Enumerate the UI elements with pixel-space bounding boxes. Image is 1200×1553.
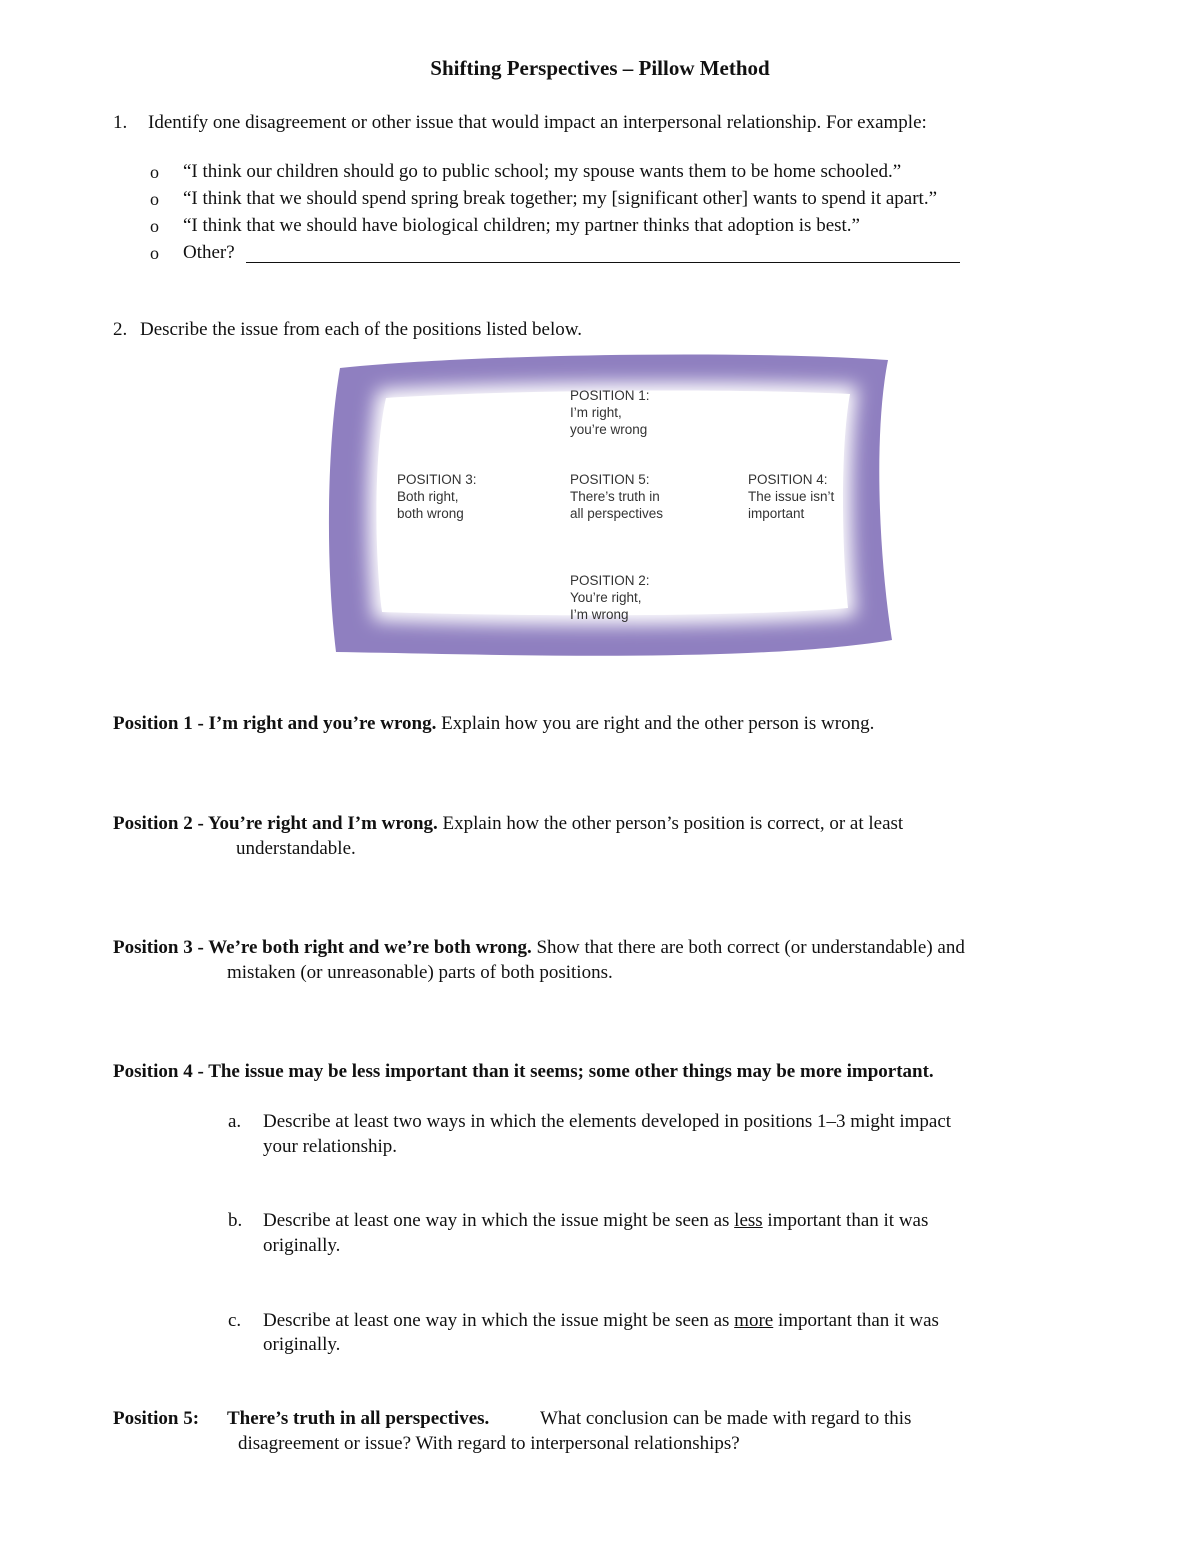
position-3-section-heading: We’re both right and we’re both wrong. [208,937,532,958]
position-4-item-b-text [263,1210,928,1232]
position-5-section-text: What conclusion can be made with regard to this [540,1408,912,1429]
position-5-line-1: There’s truth in [570,489,660,504]
position-2-section-text-continued: understandable. [236,838,356,859]
position-3-label [397,471,477,522]
position-1-line-1: I’m right, [570,405,622,420]
position-5-title: POSITION 5: [570,472,650,487]
example-1: “I think our children should go to public school; my spouse wants them to be home schooled.” [183,161,902,182]
position-3-section-text-continued: mistaken (or unreasonable) parts of both positions. [227,962,613,983]
question-2-text: Describe the issue from each of the positions listed below. [140,319,582,340]
position-4-item-b-text-continued: originally. [263,1235,341,1256]
position-4-line-1: The issue isn’t [748,489,835,504]
position-5-section-text-continued: disagreement or issue? With regard to interpersonal relationships? [238,1433,740,1454]
position-2-line-2: I’m wrong [570,607,629,622]
pillow-diagram [326,350,892,664]
position-4-item-c-marker: c. [228,1310,242,1331]
position-4-line-2: important [748,506,805,521]
position-3-section-label: Position 3 - [113,937,209,958]
position-4-item-b-emphasis: less [734,1210,763,1231]
other-answer-line[interactable] [246,262,960,263]
position-4-section-heading: The issue may be less important than it seems; some other things may be more important. [208,1061,934,1082]
bullet-marker: o [150,243,159,263]
page-title: Shifting Perspectives – Pillow Method [430,56,770,80]
question-2-number: 2. [113,319,128,340]
position-5-section-heading: There’s truth in all perspectives. [227,1408,490,1429]
position-2-title: POSITION 2: [570,573,650,588]
position-4-item-c-emphasis: more [734,1310,774,1331]
position-4-item-b-pre: Describe at least one way in which the issue might be seen as [263,1210,735,1231]
bullet-marker: o [150,189,159,209]
position-1-section [113,713,874,735]
position-4-item-b-post: important than it was [762,1210,929,1231]
position-4-item-c-pre: Describe at least one way in which the issue might be seen as [263,1310,735,1331]
bullet-marker: o [150,216,159,236]
position-1-title: POSITION 1: [570,388,650,403]
bullet-marker: o [150,162,159,182]
position-2-section-label: Position 2 - [113,813,208,834]
position-4-section-label: Position 4 - [113,1061,209,1082]
position-1-label [570,387,650,438]
position-3-section-text: Show that there are both correct (or understandable) and [531,937,965,958]
position-3-title: POSITION 3: [397,472,477,487]
position-1-line-2: you’re wrong [570,422,648,437]
example-3: “I think that we should have biological children; my partner thinks that adoption is best.” [183,215,860,236]
position-3-line-1: Both right, [397,489,459,504]
position-5-label [570,471,663,522]
position-1-section-heading: I’m right and you’re wrong. [208,713,437,734]
position-4-item-b-marker: b. [228,1210,243,1231]
position-3-section [113,937,965,959]
position-4-item-c-text [263,1310,939,1332]
position-5-line-2: all perspectives [570,506,664,521]
position-2-section [113,813,903,835]
question-1-number: 1. [113,112,128,133]
position-5-section-label: Position 5: [113,1408,200,1429]
position-2-line-1: You’re right, [570,590,642,605]
position-4-item-c-post: important than it was [773,1310,939,1331]
position-4-item-a-text-continued: your relationship. [263,1136,398,1157]
position-2-section-text: Explain how the other person’s position is correct, or at least [437,813,904,834]
position-3-line-2: both wrong [397,506,464,521]
example-2: “I think that we should spend spring break together; my [significant other] wants to spend it apart.” [183,188,938,209]
position-4-item-a-marker: a. [228,1111,242,1132]
position-4-section [113,1061,934,1083]
position-1-section-text: Explain how you are right and the other person is wrong. [436,713,875,734]
position-2-section-heading: You’re right and I’m wrong. [207,813,438,834]
question-1-text: Identify one disagreement or other issue that would impact an interpersonal relationship. For example: [148,112,927,133]
other-label: Other? [183,242,235,263]
position-4-title: POSITION 4: [748,472,828,487]
position-4-item-a-text: Describe at least two ways in which the elements developed in positions 1–3 might impact [263,1111,952,1132]
position-4-label [748,471,834,522]
position-4-item-c-text-continued: originally. [263,1334,341,1355]
position-2-label [570,572,650,623]
position-1-section-label: Position 1 - [113,713,209,734]
